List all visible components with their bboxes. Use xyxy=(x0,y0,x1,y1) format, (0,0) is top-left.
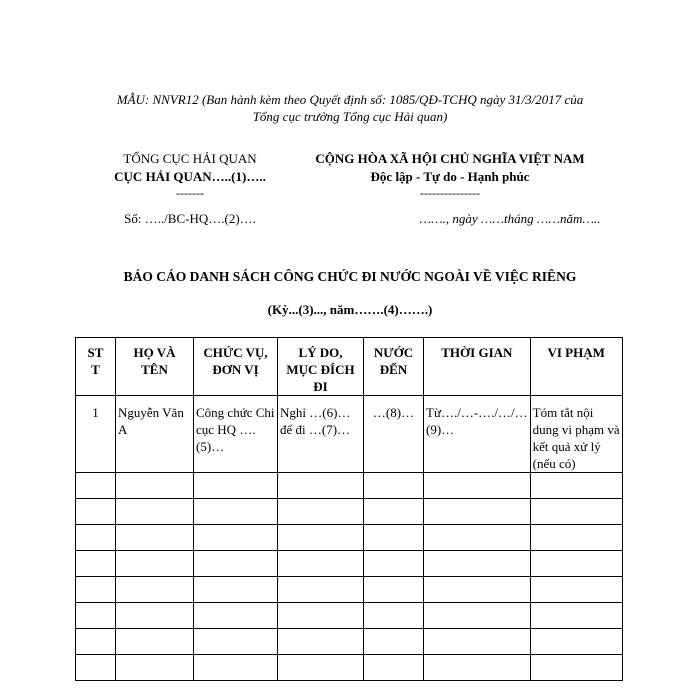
form-code xyxy=(70,91,630,125)
col-header-reason xyxy=(278,338,364,396)
table-row-empty xyxy=(76,525,623,551)
col-header-stt-text: ST T xyxy=(87,345,104,377)
col-header-violation-text: VI PHẠM xyxy=(547,345,605,360)
col-header-stt xyxy=(76,338,116,396)
cell-time: Từ…./…-…./…/…(9)… xyxy=(424,396,531,473)
cell-stt: 1 xyxy=(76,396,116,473)
table-row-empty xyxy=(76,655,623,681)
table-row-empty xyxy=(76,629,623,655)
form-code-line1: MẪU: NNVR12 (Ban hành kèm theo Quyết định số: 1085/QĐ-TCHQ ngày 31/3/2017 của xyxy=(116,92,584,107)
col-header-time xyxy=(424,338,531,396)
table-row-empty xyxy=(76,603,623,629)
col-header-country-text: NƯỚC ĐẾN xyxy=(373,345,414,377)
table-row-empty xyxy=(76,499,623,525)
agency-name: CỤC HẢI QUAN…..(1)….. xyxy=(114,169,266,184)
col-header-reason-text: LÝ DO, MỤC ĐÍCH ĐI xyxy=(286,345,355,394)
col-header-time-text: THỜI GIAN xyxy=(441,345,513,360)
cell-position: Công chức Chi cục HQ ….(5)… xyxy=(194,396,278,473)
col-header-position-text: CHỨC VỤ, ĐƠN VỊ xyxy=(203,345,268,377)
national-title: CỘNG HÒA XÃ HỘI CHỦ NGHĨA VIỆT NAM xyxy=(315,151,585,166)
cell-reason: Nghỉ …(6)… để đi …(7)… xyxy=(278,396,364,473)
cell-name: Nguyễn Văn A xyxy=(116,396,194,473)
col-header-name-text: HỌ VÀ TÊN xyxy=(133,345,176,377)
cell-violation: Tóm tắt nội dung vi phạm và kết quả xử lý (nếu có) xyxy=(530,396,622,473)
report-table xyxy=(75,337,623,681)
table-row xyxy=(76,396,623,473)
col-header-name xyxy=(116,338,194,396)
table-header-row xyxy=(76,338,623,396)
national-header xyxy=(280,150,620,200)
col-header-violation xyxy=(530,338,622,396)
form-code-line2: Tổng cục trưởng Tổng cục Hải quan) xyxy=(252,109,448,124)
table-row-empty xyxy=(76,551,623,577)
report-period: (Kỳ...(3)..., năm…….(4)…….) xyxy=(267,302,433,317)
document-date: ……., ngày ……tháng ……năm….. xyxy=(419,211,601,226)
table-row-empty xyxy=(76,473,623,499)
agency-separator: ------- xyxy=(176,186,204,200)
table-row-empty xyxy=(76,577,623,603)
col-header-position xyxy=(194,338,278,396)
agency-header xyxy=(70,150,310,200)
national-separator: --------------- xyxy=(420,186,480,200)
document-number: Số: …../BC-HQ….(2)…. xyxy=(124,211,256,226)
agency-parent: TỔNG CỤC HẢI QUAN xyxy=(123,151,257,166)
report-title: BÁO CÁO DANH SÁCH CÔNG CHỨC ĐI NƯỚC NGOÀI VỀ VIỆC RIÊNG xyxy=(123,269,577,284)
cell-country: …(8)… xyxy=(364,396,424,473)
national-motto: Độc lập - Tự do - Hạnh phúc xyxy=(370,169,530,184)
col-header-country xyxy=(364,338,424,396)
